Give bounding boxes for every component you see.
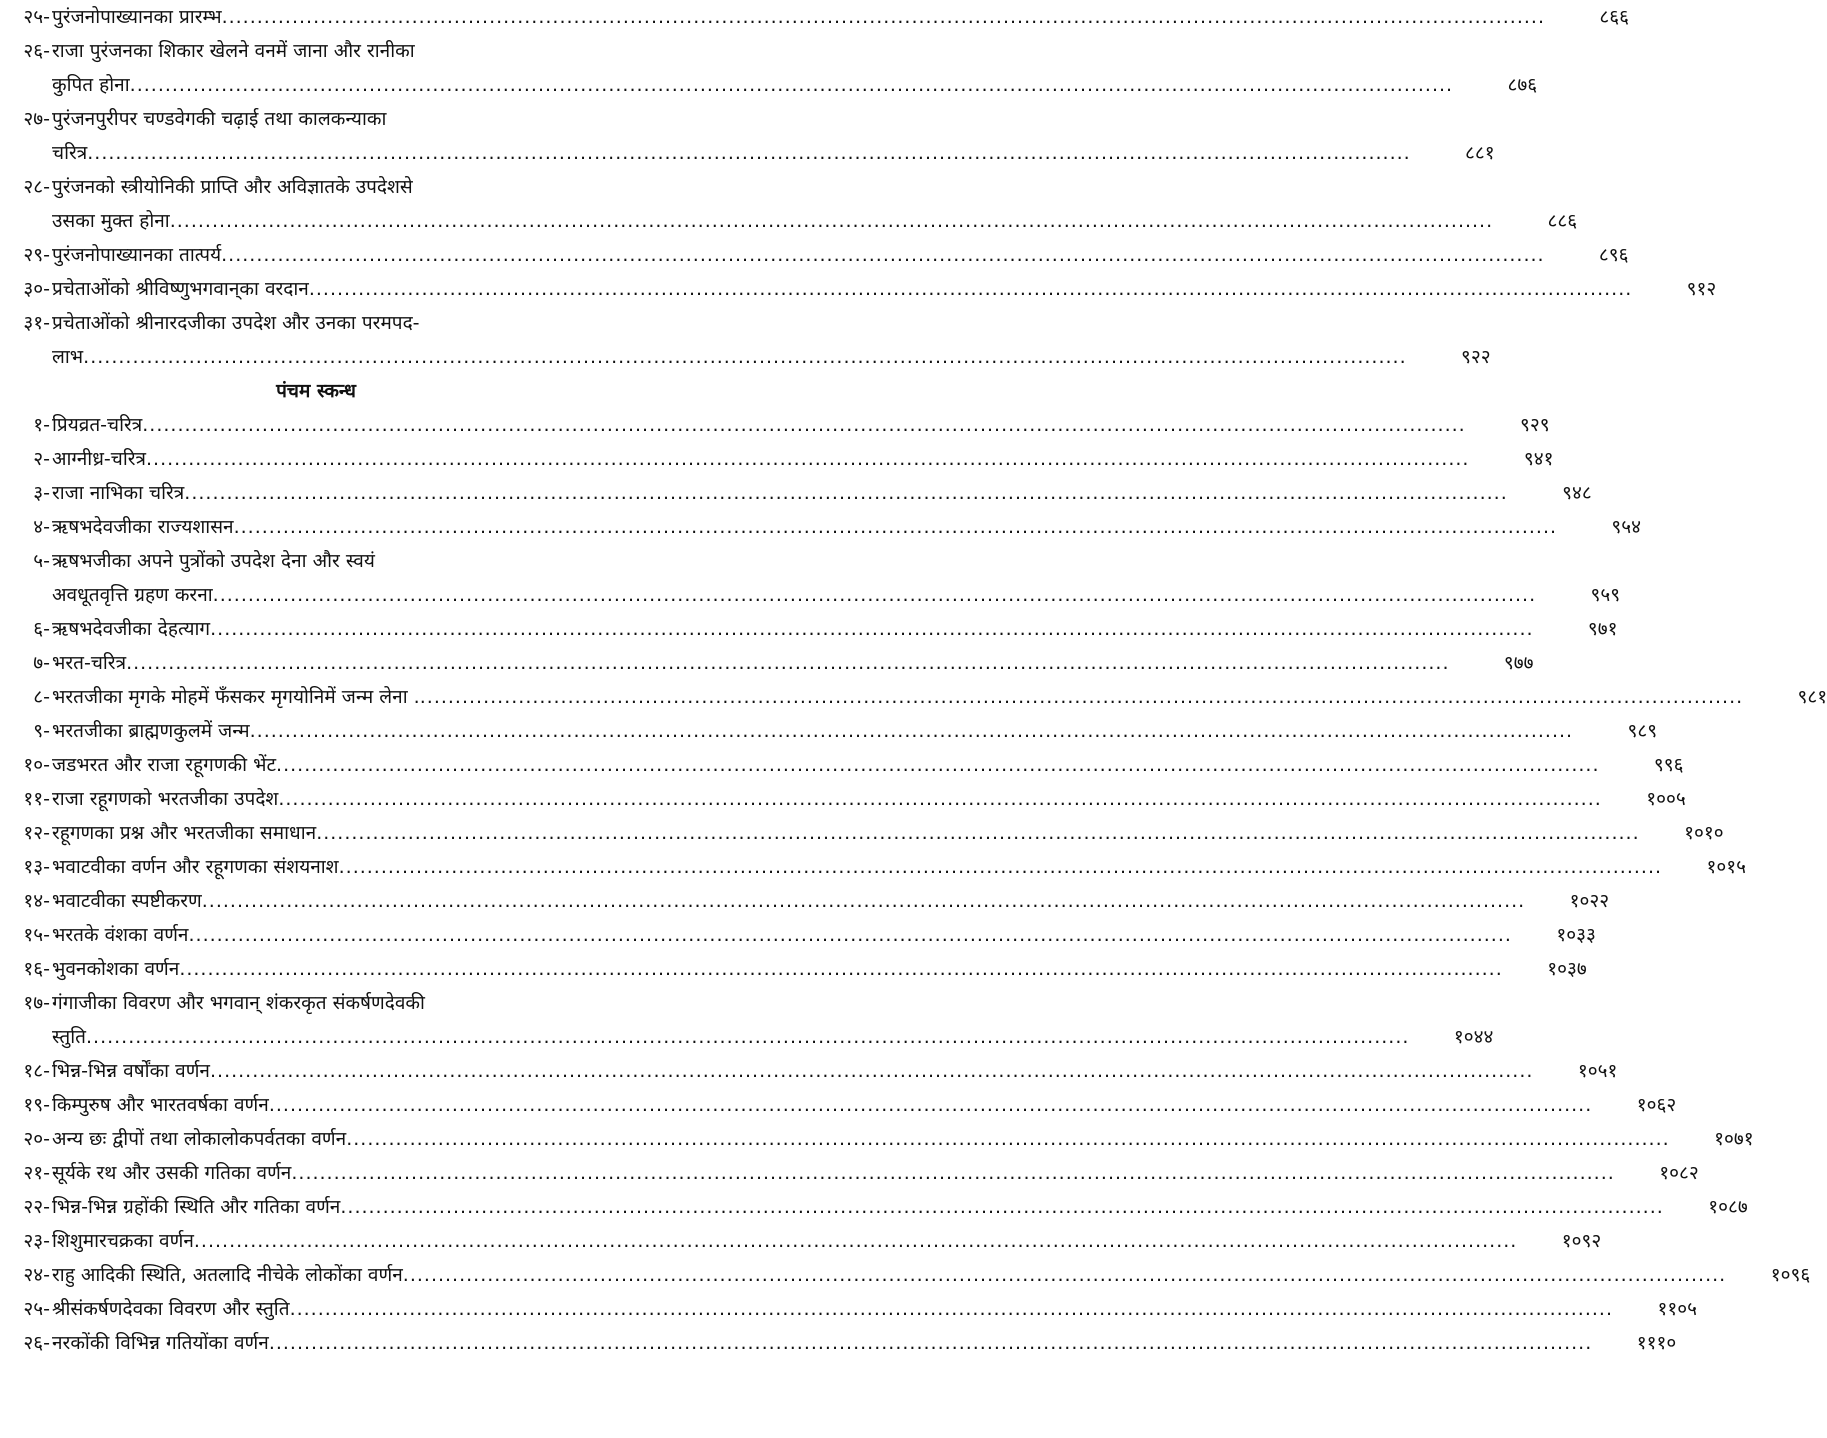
chapter-number: १७- <box>23 992 50 1014</box>
chapter-number: २५- <box>23 6 50 28</box>
chapter-number: १९- <box>23 1094 50 1116</box>
page-number: १०९६ <box>1770 1264 1811 1286</box>
dot-leader <box>202 884 1525 918</box>
toc-entry <box>2 748 1684 782</box>
chapter-title: लाभ <box>52 346 84 368</box>
chapter-title: चरित्र <box>52 142 88 164</box>
dot-leader <box>420 680 1743 714</box>
chapter-number: ३- <box>33 482 50 504</box>
chapter-number: २९- <box>23 244 50 266</box>
chapter-title: भिन्न-भिन्न वर्षोंका वर्णन <box>52 1060 210 1082</box>
toc-entry <box>2 1156 1699 1190</box>
chapter-title: राजा पुरंजनका शिकार खेलने वनमें जाना और रानीका <box>52 40 415 62</box>
chapter-title: भवाटवीका स्पष्टीकरण <box>52 890 202 912</box>
chapter-title: पुरंजनोपाख्यानका प्रारम्भ <box>52 6 222 28</box>
chapter-title: भुवनकोशका वर्णन <box>52 958 180 980</box>
toc-entry <box>2 102 1495 170</box>
page-number: ९५४ <box>1611 516 1642 538</box>
page-number: १०७१ <box>1714 1128 1754 1150</box>
chapter-title: भवाटवीका वर्णन और रहूगणका संशयनाश <box>52 856 339 878</box>
dot-leader <box>222 0 1545 34</box>
page-number: ९७१ <box>1587 618 1618 640</box>
page-number: ९१२ <box>1686 278 1717 300</box>
dot-leader <box>146 442 1469 476</box>
chapter-number: १५- <box>23 924 50 946</box>
chapter-number: ५- <box>33 550 50 572</box>
chapter-title: गंगाजीका विवरण और भगवान् शंकरकृत संकर्षणदेवकी <box>52 992 425 1014</box>
dot-leader <box>130 68 1453 102</box>
chapter-number: १४- <box>23 890 50 912</box>
toc-entry <box>2 1088 1677 1122</box>
page-number: १०८२ <box>1659 1162 1699 1184</box>
toc-entry <box>2 544 1621 612</box>
page-number: ८७६ <box>1507 74 1538 96</box>
chapter-title: पुरंजनपुरीपर चण्डवेगकी चढ़ाई तथा कालकन्याका <box>52 108 387 130</box>
chapter-title: ऋषभदेवजीका देहत्याग <box>52 618 211 640</box>
chapter-number: ११- <box>23 788 50 810</box>
chapter-title: ऋषभदेवजीका राज्यशासन <box>52 516 234 538</box>
chapter-number: २१- <box>23 1162 50 1184</box>
chapter-number: २३- <box>23 1230 50 1252</box>
chapter-title: स्तुति <box>52 1026 86 1048</box>
chapter-title: अन्य छः द्वीपों तथा लोकालोकपर्वतका वर्णन <box>52 1128 347 1150</box>
toc-entry <box>2 646 1534 680</box>
dot-leader <box>403 1258 1726 1292</box>
chapter-title: राजा रहूगणको भरतजीका उपदेश <box>52 788 279 810</box>
page-number: ११०५ <box>1657 1298 1697 1320</box>
chapter-number: २६- <box>23 40 50 62</box>
toc-entry <box>2 306 1491 374</box>
toc-entry <box>2 680 1827 714</box>
page-number: ९४८ <box>1562 482 1592 504</box>
toc-entry <box>2 510 1642 544</box>
chapter-title: पुरंजनोपाख्यानका तात्पर्य <box>52 244 222 266</box>
page-number: १०२२ <box>1569 890 1610 912</box>
page-number: १०९२ <box>1561 1230 1602 1252</box>
dot-leader <box>210 1054 1533 1088</box>
chapter-number: ३०- <box>23 278 50 300</box>
dot-leader <box>234 510 1557 544</box>
chapter-title: कुपित होना <box>52 74 130 96</box>
chapter-title: नरकोंकी विभिन्न गतियोंका वर्णन <box>52 1332 269 1354</box>
chapter-title: पुरंजनको स्त्रीयोनिकी प्राप्ति और अविज्ञातके उपदेशसे <box>52 176 413 198</box>
toc-entry <box>2 1224 1602 1258</box>
chapter-title: प्रियव्रत-चरित्र <box>52 414 143 436</box>
chapter-number: ३१- <box>23 312 50 334</box>
page-number: ९२२ <box>1460 346 1491 368</box>
chapter-title: श्रीसंकर्षणदेवका विवरण और स्तुति <box>52 1298 290 1320</box>
chapter-title: भरतके वंशका वर्णन <box>52 924 189 946</box>
chapter-title: अवधूतवृत्ति ग्रहण करना <box>52 584 213 606</box>
toc-entry <box>2 476 1592 510</box>
toc-entry <box>2 34 1538 102</box>
chapter-number: २४- <box>23 1264 50 1286</box>
chapter-title: राहु आदिकी स्थिति, अतलादि नीचेके लोकोंका वर्णन <box>52 1264 403 1286</box>
chapter-number: ६- <box>33 618 50 640</box>
chapter-number: ८- <box>33 686 50 708</box>
dot-leader <box>126 646 1449 680</box>
page-number: १०१५ <box>1706 856 1747 878</box>
toc-entry <box>2 238 1629 272</box>
chapter-title: ऋषभजीका अपने पुत्रोंको उपदेश देना और स्वयं <box>52 550 375 572</box>
toc-entry <box>2 782 1686 816</box>
page-number: ९५९ <box>1590 584 1621 606</box>
dot-leader <box>290 1292 1613 1326</box>
dot-leader <box>269 1326 1592 1360</box>
toc-entry <box>2 1122 1754 1156</box>
chapter-title: भरतजीका मृगके मोहमें फँसकर मृगयोनिमें जन्म लेना . <box>52 686 420 708</box>
chapter-number: १०- <box>23 754 50 776</box>
chapter-number: २७- <box>23 108 50 130</box>
chapter-number: ९- <box>33 720 50 742</box>
chapter-title: जडभरत और राजा रहूगणकी भेंट <box>52 754 277 776</box>
toc-entry <box>2 1258 1811 1292</box>
page-number: १०४४ <box>1453 1026 1494 1048</box>
chapter-number: २५- <box>23 1298 50 1320</box>
toc-entry <box>2 884 1610 918</box>
chapter-title: उसका मुक्त होना <box>52 210 170 232</box>
chapter-title: भरत-चरित्र <box>52 652 127 674</box>
chapter-number: २०- <box>23 1128 50 1150</box>
page-number: ८८६ <box>1547 210 1578 232</box>
page-number: ८९६ <box>1598 244 1629 266</box>
page-number: १००५ <box>1646 788 1686 810</box>
chapter-number: १६- <box>23 958 50 980</box>
dot-leader <box>250 714 1573 748</box>
toc-entry <box>2 612 1618 646</box>
toc-entry <box>2 442 1554 476</box>
chapter-title: आग्नीध्र-चरित्र <box>52 448 147 470</box>
page-number: १०३३ <box>1556 924 1596 946</box>
page-number: १०१० <box>1684 822 1724 844</box>
toc-entry <box>2 918 1596 952</box>
chapter-number: ४- <box>33 516 50 538</box>
dot-leader <box>340 1190 1663 1224</box>
dot-leader <box>87 136 1410 170</box>
toc-entry <box>2 1292 1697 1326</box>
chapter-number: २- <box>33 448 50 470</box>
dot-leader <box>142 408 1465 442</box>
chapter-title: राजा नाभिका चरित्र <box>52 482 185 504</box>
dot-leader <box>83 340 1406 374</box>
dot-leader <box>291 1156 1614 1190</box>
chapter-title: सूर्यके रथ और उसकी गतिका वर्णन <box>52 1162 292 1184</box>
dot-leader <box>278 782 1601 816</box>
chapter-number: २६- <box>23 1332 50 1354</box>
dot-leader <box>316 816 1639 850</box>
dot-leader <box>188 918 1511 952</box>
dot-leader <box>184 476 1507 510</box>
toc-entry <box>2 1326 1677 1360</box>
chapter-number: १२- <box>23 822 50 844</box>
page-number: १०८७ <box>1708 1196 1748 1218</box>
page-number: १११० <box>1636 1332 1677 1354</box>
page-number: १०५१ <box>1577 1060 1618 1082</box>
page-number: ९७७ <box>1503 652 1534 674</box>
page-number: ९९६ <box>1653 754 1684 776</box>
section-heading: पंचम स्कन्ध <box>276 380 356 402</box>
dot-leader <box>339 850 1662 884</box>
dot-leader <box>221 238 1544 272</box>
toc-entry <box>2 408 1550 442</box>
toc-entry <box>2 0 1629 34</box>
toc-entry <box>2 1190 1748 1224</box>
chapter-title: प्रचेताओंको श्रीनारदजीका उपदेश और उनका परमपद- <box>52 312 420 334</box>
page-number: ९८९ <box>1627 720 1658 742</box>
chapter-title: किम्पुरुष और भारतवर्षका वर्णन <box>52 1094 269 1116</box>
page-number: ९८१ <box>1797 686 1827 708</box>
page-number: ९२९ <box>1520 414 1550 436</box>
toc-entry <box>2 1054 1618 1088</box>
toc-entry <box>2 952 1587 986</box>
dot-leader <box>276 748 1599 782</box>
chapter-number: १८- <box>23 1060 50 1082</box>
toc-entry <box>2 986 1494 1054</box>
chapter-number: ७- <box>33 652 50 674</box>
page-number: ८६६ <box>1599 6 1629 28</box>
chapter-number: १३- <box>23 856 50 878</box>
dot-leader <box>194 1224 1517 1258</box>
chapter-title: भरतजीका ब्राह्मणकुलमें जन्म <box>52 720 250 742</box>
toc-entry <box>2 816 1724 850</box>
page-number: ८८१ <box>1465 142 1495 164</box>
chapter-title: भिन्न-भिन्न ग्रहोंकी स्थिति और गतिका वर्णन <box>52 1196 341 1218</box>
chapter-title: रहूगणका प्रश्न और भरतजीका समाधान <box>52 822 317 844</box>
dot-leader <box>86 1020 1409 1054</box>
dot-leader <box>346 1122 1669 1156</box>
dot-leader <box>269 1088 1592 1122</box>
chapter-number: २८- <box>23 176 50 198</box>
dot-leader <box>170 204 1493 238</box>
toc-entry <box>2 850 1747 884</box>
page-number: ९४१ <box>1523 448 1554 470</box>
chapter-number: २२- <box>23 1196 50 1218</box>
toc-entry <box>2 272 1717 306</box>
page-number: १०३७ <box>1547 958 1587 980</box>
page-number: १०६२ <box>1636 1094 1677 1116</box>
toc-entry <box>2 170 1578 238</box>
dot-leader <box>213 578 1536 612</box>
chapter-number: १- <box>33 414 50 436</box>
toc-entry <box>2 714 1658 748</box>
dot-leader <box>179 952 1502 986</box>
dot-leader <box>309 272 1632 306</box>
chapter-title: शिशुमारचक्रका वर्णन <box>52 1230 194 1252</box>
chapter-title: प्रचेताओंको श्रीविष्णुभगवान्‌का वरदान <box>52 278 309 300</box>
dot-leader <box>210 612 1533 646</box>
